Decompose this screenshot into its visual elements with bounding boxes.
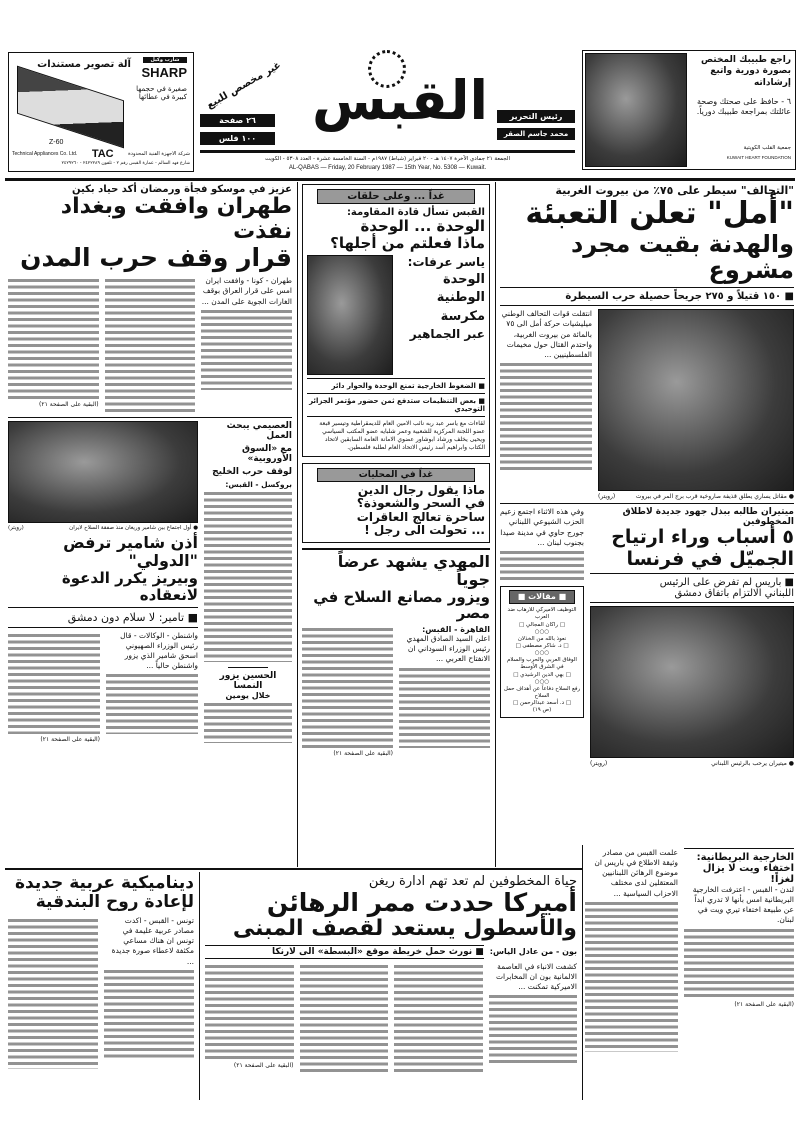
heart-foundation-ad[interactable]: [582, 50, 796, 170]
left-headline-2[interactable]: قرار وقف حرب المدن: [20, 243, 292, 273]
mahdi-lead: اعلن السيد الصادق المهدي رئيس الوزراء السوداني ان الانفتاح العربي ...: [406, 634, 490, 664]
col-divider: [199, 872, 200, 1100]
ad-photo: [585, 53, 687, 167]
british-lead: لندن - القبس - اعترفت الخارجية البريطانية امس بأنها لا تدري ابداً عن طبيعة اختفاء تيري ويت في لبنان.: [692, 885, 794, 925]
shamir-subhead: ■ تامير: لا سلام دون دمشق: [67, 610, 198, 624]
arafat-quote-line: الوطنية: [436, 290, 485, 306]
right-kicker: "التحالف" سيطر على ٧٥٪ من بيروت الغربية: [555, 184, 794, 197]
ad-brand-kicker: شارب وكيل: [143, 57, 187, 63]
divider: [8, 607, 198, 608]
story2-block: [590, 507, 794, 767]
series-headline-1[interactable]: الوحدة ... الوحدة: [360, 217, 485, 235]
masthead: [200, 50, 575, 175]
left-headline-1[interactable]: طهران وافقت وبغداد نفذت: [60, 194, 292, 244]
photo-caption: ● مقاتل يساري يطلق قذيفة صاروخية قرب برج المر في بيروت: [635, 493, 794, 501]
right-subhead: ■ ١٥٠ قتيلاً و ٢٧٥ جريحاً حصيلة حرب السيطرة: [565, 291, 794, 303]
story2-subhead-2: اللبناني الالتزام باتفاق دمشق: [674, 587, 794, 599]
ad-right-title: راجع طبيبك المختص بصورة دورية واتبع إرشاداته: [701, 55, 791, 88]
right-body-text: [500, 551, 584, 581]
mahdi-headline-2[interactable]: ويزور مصانع السلاح في مصر: [313, 587, 490, 623]
left-continued[interactable]: (البقية على الصفحة ٢١): [39, 401, 99, 409]
story2-headline-2[interactable]: الجميّل في فرنسا: [626, 547, 794, 570]
divider: [307, 378, 485, 379]
bottom-center-headline-1[interactable]: أميركا حددت ممر الرهائن: [266, 888, 577, 917]
separator: ○○○: [534, 650, 550, 657]
story2-photo-credit: (رويتر): [590, 759, 608, 767]
bottom-center-body-text: [205, 965, 294, 1060]
story2-photo-caption: ● ميتيران يرحب بالرئيس اللبناني: [711, 759, 794, 767]
bottom-center-byline: بون - من عادل الياس:: [489, 947, 577, 957]
arafat-photo: [307, 255, 393, 375]
arafat-quote-line: عبر الجماهير: [409, 327, 485, 342]
series-box: [302, 184, 490, 457]
left-kicker: عزيز في موسكو فجأة ورمضان أكد حياد بكين: [71, 184, 292, 195]
series-bullet: ■ الضغوط الخارجية تمنع الوحدة والحوار دائر: [331, 381, 485, 390]
divider: [307, 393, 485, 394]
bottom-continued[interactable]: (البقية على الصفحة ٢١): [233, 1061, 294, 1069]
ad-address: شارع فهد السالم - عمارة القبس رقم ٢ - تلفون ٢٤٢٢٢٨٩ - ٢٤٢٩٢٦٠: [61, 161, 190, 166]
bottom-center-kicker: حياة المخطوفين لم تعد تهم ادارة ريغن: [368, 874, 577, 889]
bottom-center-body-text: [489, 995, 578, 1065]
ad-org-en: KUWAIT HEART FOUNDATION: [726, 155, 791, 160]
bottom-left: [8, 874, 194, 1069]
article-title[interactable]: رفع السلاح دفاعاً عن أهداف حمل السلاح: [503, 685, 581, 699]
left-body-text: [8, 279, 99, 399]
bottom-left-headline-1[interactable]: ديناميكية عربية جديدة: [15, 873, 194, 893]
local-headline[interactable]: في السحر والشعوذة؟: [356, 496, 485, 511]
logo[interactable]: القبس: [312, 69, 489, 132]
left-body-text: [201, 310, 292, 390]
article-title[interactable]: الوفاق العربي والحرب والسلام في الشرق الأوسط: [507, 657, 577, 671]
divider: [590, 573, 794, 574]
arafat-name: ياسر عرفات:: [407, 254, 485, 269]
ad-right-body: ٦ - حافظ على صحتك وصحة عائلتك بمراجعة طبيبك دورياً.: [696, 97, 791, 117]
shamir-reagan-photo: [8, 421, 198, 523]
divider: [307, 416, 485, 417]
story2-headline-1[interactable]: ٥ أسباب وراء ارتياح: [611, 526, 794, 549]
bottom-center-body-text: [394, 965, 483, 1075]
local-headline[interactable]: ساحرة تعالج العاقرات: [356, 509, 485, 524]
bottom-rule: [5, 868, 582, 870]
articles-box: [500, 586, 584, 719]
ad-company-en: Technical Appliances Co. Ltd.: [12, 151, 78, 157]
shamir-body-text: [106, 674, 198, 734]
article-author: □ د. أسعد عبدالرحمن □: [512, 700, 572, 707]
shamir-headline-2[interactable]: وبيريز يكرر الدعوة لانعقاده: [61, 569, 198, 604]
article-author: □ بهي الدين الرشيدي □: [513, 671, 571, 678]
british-kicker: الخارجية البريطانية:: [696, 852, 794, 863]
series-kicker: القبس تسأل قادة المقاومة:: [346, 207, 485, 218]
osaimi-headline[interactable]: مع «السوق الأوروبية»: [242, 444, 292, 465]
hussein-author: خلال يومين: [225, 691, 271, 701]
photo-block: [598, 309, 794, 500]
pages-count: ٢٦ صفحة: [200, 114, 275, 127]
story2-lead: وفي هذه الاثناء اجتمع زعيم الحزب الشيوعي اللبناني جورج حاوي في مدينة صيدا بجنوب لبنان ...: [499, 507, 584, 547]
left-lead: طهران - كونا - وافقت ايران امس على قرار العراق بوقف الغارات الجوية على المدن ...: [201, 276, 292, 306]
hussein-headline[interactable]: الحسين يزور النمسا: [219, 671, 277, 692]
divider: [500, 305, 794, 306]
local-headline[interactable]: ماذا يقول رجال الدين: [357, 482, 485, 497]
right-lead: انتقلت قوات التحالف الوطني ميليشيات حركة أمل الى ٧٥ بالمائة من بيروت الغربية، واحتدم القتال حول مخيمات الفلسطينيين ...: [501, 309, 592, 359]
divider: [228, 667, 268, 668]
shamir-lead: واشنطن - الوكالات - قال رئيس الوزراء الصهيوني اسحق شامير الذي يزور واشنطن حالياً ...: [120, 630, 198, 671]
osaimi-dateline: بروكسل - القبس:: [225, 480, 292, 490]
series-banner: غداً ... وعلى حلقات: [317, 189, 475, 204]
bottom-center-headline-2[interactable]: والأسطول يستعد لقصف المبنى: [232, 916, 577, 941]
article-author: □ راكان المجالي □: [518, 621, 566, 628]
divider: [500, 287, 794, 288]
story2-body-text: [585, 902, 678, 1052]
british-body-text: [684, 929, 794, 999]
article-author: □ د. شاكر مصطفى □: [515, 642, 569, 649]
date-english: AL-QABAS — Friday, 20 February 1987 — 15th Year, No. 5308 — Kuwait.: [288, 165, 487, 171]
separator: ○○○: [534, 678, 550, 685]
bottom-center-lead: كشفت الانباء في العاصمة الالمانية بون ان المخابرات الاميركية تمكنت ...: [495, 961, 577, 991]
bottom-left-lead: تونس - القبس - اكدت مصادر عربية عليمة في تونس ان هناك مساعي مكثفة لاعطاء صورة جديدة ...: [111, 916, 194, 966]
bottom-left-body-text: [104, 970, 194, 1060]
ad-org-ar: جمعية القلب الكويتية: [743, 145, 791, 151]
col-divider: [495, 182, 496, 867]
local-banner: غداً في المحليات: [317, 468, 475, 482]
right-headline-1[interactable]: "أمل" تعلن التعبئة: [525, 196, 794, 231]
mahdi-body-text: [399, 668, 490, 748]
divider: [302, 548, 490, 550]
fighter-photo: [598, 309, 794, 491]
local-headline[interactable]: ... تحولت الى رجل !: [364, 523, 485, 538]
tagline: غير مخصص للبيع: [204, 59, 283, 112]
photo-credit: (رويتر): [598, 493, 616, 501]
osaimi-headline[interactable]: العصيمي يبحث العمل: [226, 421, 292, 442]
articles-title: ■ مقالات ■: [509, 590, 575, 604]
british-box: [684, 848, 794, 1008]
series-note: لقاءات مع ياسر عبد ربه نائب الامين العام للديمقراطية وتيسير قبعة عضو اللجنة المركزية للشعبية وعمر شلبايه عضو المكتب السياسي ويحيى يخلف ورشاد ابوشاور عضوي الامانة العامة السابقين لاتحاد الكتاب وابراهيم أسد رئيس الاتحاد العام لطلبة فلسطين.: [319, 419, 485, 451]
separator: ○○○: [534, 628, 550, 635]
mitterrand-photo: [590, 606, 794, 758]
shamir-body-text: [8, 634, 100, 734]
ad-brand: SHARP: [141, 65, 187, 80]
bottom-center-subhead: ■ نورث حمل خريطة موقع «البسطة» الى لارنكا: [205, 945, 484, 959]
left-photo-caption: ● أول اجتماع بين شامير وريغان منذ صفقة السلاح لايران: [69, 525, 198, 532]
arafat-quote-line: الوحدة: [442, 271, 485, 287]
ad-title: آلة تصوير مستندات: [37, 59, 131, 70]
series-headline-2[interactable]: ماذا فعلتم من أجلها؟: [330, 233, 485, 252]
middle-column: [302, 184, 490, 757]
col-divider: [582, 845, 583, 1100]
mahdi-dateline: القاهرة - القبس:: [422, 625, 490, 635]
ad-footer: [12, 148, 190, 160]
series-bullet: ■ بعض التنظيمات ستدفع ثمن حضور مؤتمر الجزائر التوحيدي: [309, 396, 485, 413]
left-continued-2[interactable]: (البقية على الصفحة ٢١): [40, 735, 100, 743]
ad-model: Z-60: [49, 139, 64, 146]
osaimi-headline[interactable]: لوقف حرب الخليج: [212, 467, 292, 478]
bottom-center-body-text: [300, 965, 389, 1075]
price: ١٠٠ فلس: [200, 132, 275, 145]
mahdi-continued[interactable]: (البقية على الصفحة ٢١): [333, 750, 393, 758]
british-headline[interactable]: اختفاء ويت لا يزال لغزاً!: [702, 863, 794, 885]
col-divider: [297, 182, 298, 867]
divider: [500, 503, 794, 504]
article-title[interactable]: التوظيف الاميركي للارهاب ضد العرب: [507, 607, 577, 621]
hussein-body-text: [204, 703, 292, 743]
shamir-headline-1[interactable]: أذن شامير ترفض "الدولي": [63, 533, 198, 571]
continued-note[interactable]: (البقية على الصفحة ٢١): [734, 1000, 794, 1008]
ad-company-ar: شركة الاجهزة الفنية المحدودة: [128, 151, 190, 157]
left-photo-credit: (رويتر): [8, 525, 24, 532]
mahdi-body-text: [302, 628, 393, 748]
sharp-ad[interactable]: [8, 52, 194, 172]
left-body-text: [105, 279, 196, 414]
right-column: [500, 184, 794, 767]
bottom-left-body-text: [8, 919, 98, 1069]
top-rule: [5, 178, 795, 181]
story2-kicker: ميتيران طالبه ببذل جهود جديدة لاطلاق المخطوفين: [622, 507, 794, 528]
story2-body: علمت القبس من مصادر وثيقة الاطلاع في باريس ان موضوع الرهائن اللبنانيين المعتقلين لدى مختلف الاحزاب السياسية ...: [594, 848, 678, 898]
left-column: [8, 184, 292, 743]
local-box: [302, 463, 490, 543]
osaimi-body-text: [204, 492, 292, 662]
article-title[interactable]: نعوذ بالله من الخذلان: [517, 635, 567, 642]
divider: [590, 602, 794, 603]
masthead-rule: [200, 150, 575, 153]
right-headline-2[interactable]: والهدنة بقيت مجرد مشروع: [570, 229, 794, 285]
bottom-right: [585, 848, 794, 1052]
mahdi-headline-1[interactable]: المهدي يشهد عرضاً جوياً: [337, 551, 490, 589]
divider: [8, 627, 198, 628]
osaimi-block: [204, 421, 292, 743]
editor-title: رئيس التحرير: [497, 110, 575, 123]
tac-logo: TAC: [91, 148, 114, 160]
copier-image: [17, 66, 124, 149]
ad-slogan: صغيرة في حجمها كبيرة في عطائها: [136, 85, 187, 101]
bottom-center: [205, 874, 577, 1075]
date-arabic: الجمعة ٢١ جمادي الآخرة ١٤٠٧ هـ - ٢٠ فبراير (شباط) ١٩٨٧م - السنة الخامسة عشرة - العدد ٥٣٠٨ - الكويت: [265, 156, 510, 162]
page-ref: (ص ١٩): [532, 707, 552, 714]
editor-name: محمد جاسم الصقر: [497, 128, 575, 140]
story2-subhead-1: ■ باريس لم تفرض على الرئيس: [659, 576, 794, 588]
bottom-left-headline-2[interactable]: لإعادة روح البندقية: [35, 892, 194, 913]
right-body-text: [500, 363, 592, 473]
divider: [8, 417, 292, 418]
arafat-quote-line: مكرسة: [440, 308, 485, 324]
